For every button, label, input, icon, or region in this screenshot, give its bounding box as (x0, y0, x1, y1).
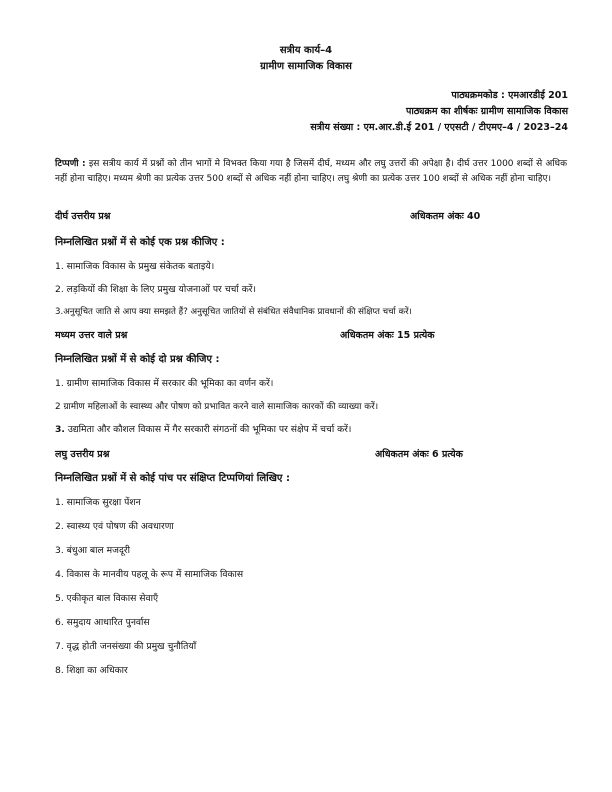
short-question-6: 6. समुदाय आधारित पुनर्वास (55, 617, 150, 628)
note-text: इस सत्रीय कार्य में प्रश्नों को तीन भागों मे विभक्त किया गया है जिसमें दीर्घ, मध्यम और लघु उत्तरों की अपेक्षा है। दीर्घ उत्तर 1000 शब्दों से अधिक नहीं होना चाहिए। मध्यम श्रेणी का प्रत्येक उत्तर 500 शब्दों से अधिक नहीं होना चाहिए। लघु श्रेणी का प्रत्येक उत्तर 100 शब्दों से अधिक नहीं होना चाहिए। (55, 159, 567, 184)
long-question-1: 1. सामाजिक विकास के प्रमुख संकेतक बताइये। (55, 261, 215, 272)
medium-question-1: 1. ग्रामीण सामाजिक विकास में सरकार की भूमिका का वर्णन करें। (55, 378, 274, 389)
medium-section-instruction: निम्नलिखित प्रश्नों में से कोई दो प्रश्न कीजिए : (55, 354, 220, 365)
course-name-title: ग्रामीण सामाजिक विकास (260, 61, 352, 72)
note-paragraph (55, 157, 567, 187)
long-question-3: 3.अनुसूचित जाति से आप क्या समझते हैं? अनुसूचित जातियों से संबंधित संवैधानिक प्रावधानों की संक्षिप्त चर्चा करें। (55, 307, 412, 317)
course-title: पाठ्यक्रम का शीर्षकः ग्रामीण सामाजिक विकास (405, 106, 568, 117)
short-question-5: 5. एकीकृत बाल विकास सेवाएँ (55, 593, 159, 604)
medium-section-marks: अधिकतम अंकः 15 प्रत्येक (340, 330, 435, 341)
long-section-heading: दीर्घ उत्तरीय प्रश्न (55, 211, 111, 222)
note-label: टिप्पणी : (55, 159, 86, 169)
short-question-4: 4. विकास के मानवीय पहलू के रूप में सामाजिक विकास (55, 569, 244, 580)
short-question-7: 7. वृद्ध होती जनसंख्या की प्रमुख चुनौतियाँ (55, 641, 197, 652)
medium-question-3-text: उद्यमिता और कौशल विकास में गैर सरकारी संगठनों की भूमिका पर संक्षेप में चर्चा करें। (67, 424, 352, 435)
short-question-2: 2. स्वास्थ्य एवं पोषण की अवधारणा (55, 521, 174, 532)
medium-question-2: 2 ग्रामीण महिलाओं के स्वास्थ्य और पोषण को प्रभावित करने वाले सामाजिक कारकों की व्याख्या करें। (55, 402, 379, 412)
long-question-2: 2. लड़कियों की शिक्षा के लिए प्रमुख योजनाओं पर चर्चा करें। (55, 284, 256, 295)
assignment-number: सत्रीय संख्या : एम.आर.डी.ई 201 / एएसटी / टीएमए–4 / 2023–24 (310, 122, 568, 133)
assignment-title: सत्रीय कार्य–4 (279, 45, 333, 56)
short-section-marks: अधिकतम अंकः 6 प्रत्येक (375, 449, 463, 460)
medium-question-3-number: 3. (55, 424, 65, 435)
course-code: पाठ्यक्रमकोड : एमआरडीई 201 (451, 90, 568, 101)
short-question-3: 3. बंधुआ बाल मजदूरी (55, 545, 130, 556)
long-section-marks: अधिकतम अंकः 40 (410, 211, 481, 222)
short-section-heading: लघु उत्तरीय प्रश्न (55, 449, 110, 460)
medium-section-heading: मध्यम उत्तर वाले प्रश्न (55, 330, 128, 341)
medium-question-3 (55, 422, 351, 435)
short-question-8: 8. शिक्षा का अधिकार (55, 665, 128, 676)
short-question-1: 1. सामाजिक सुरक्षा पेंशन (55, 497, 141, 508)
short-section-instruction: निम्नलिखित प्रश्नों में से कोई पांच पर संक्षिप्त टिप्पणियां लिखिए : (55, 473, 290, 484)
long-section-instruction: निम्नलिखित प्रश्नों में से कोई एक प्रश्न कीजिए : (55, 237, 225, 248)
